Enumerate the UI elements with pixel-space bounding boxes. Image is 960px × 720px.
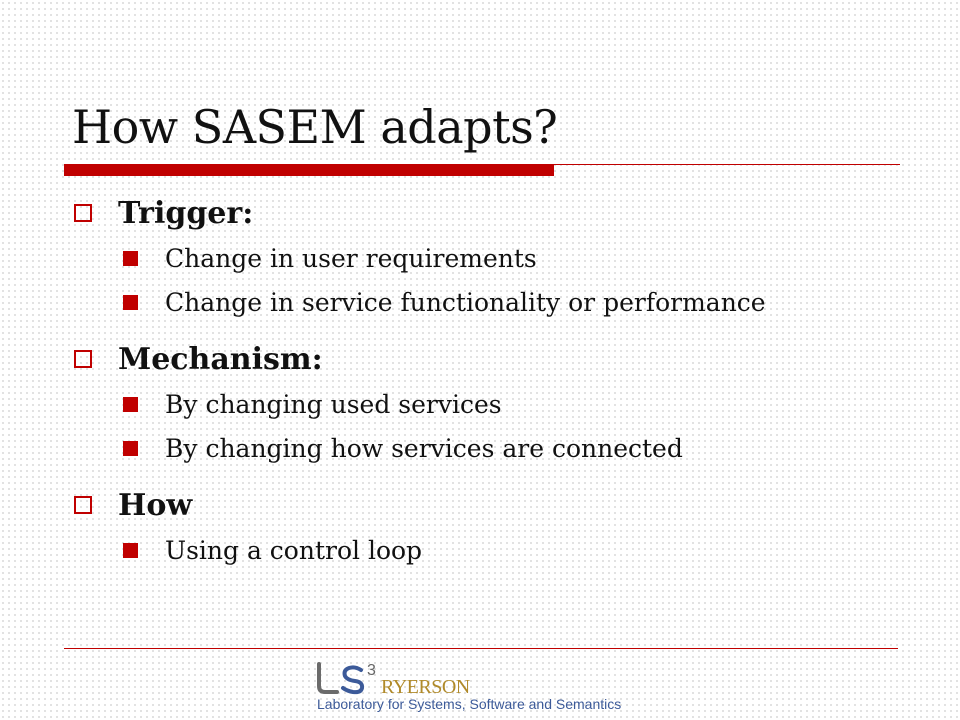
bullet-item <box>72 426 912 470</box>
bullet-item-text: By changing how services are connected <box>165 433 683 463</box>
filled-square-bullet-icon <box>123 251 138 266</box>
title-underline-thick <box>64 165 554 176</box>
filled-square-bullet-icon <box>123 295 138 310</box>
section-heading <box>72 482 912 528</box>
bullet-item <box>72 236 912 280</box>
filled-square-bullet-icon <box>123 441 138 456</box>
hollow-square-bullet-icon <box>74 496 92 514</box>
section-heading-text: Mechanism: <box>118 341 323 377</box>
ls3-ryerson-logo <box>315 660 655 716</box>
slide-title: How SASEM adapts? <box>72 100 558 154</box>
bullet-item <box>72 280 912 324</box>
bullet-content <box>72 190 912 584</box>
section-how <box>72 482 912 572</box>
section-heading <box>72 336 912 382</box>
logo-tagline: Laboratory for Systems, Software and Semantics <box>317 696 622 712</box>
section-heading <box>72 190 912 236</box>
bullet-item <box>72 528 912 572</box>
logo-name: RYERSON <box>381 676 470 698</box>
section-trigger <box>72 190 912 324</box>
filled-square-bullet-icon <box>123 543 138 558</box>
bullet-item <box>72 382 912 426</box>
bullet-item-text: Change in service functionality or performance <box>165 287 766 317</box>
hollow-square-bullet-icon <box>74 350 92 368</box>
bullet-item-text: Change in user requirements <box>165 243 537 273</box>
section-mechanism <box>72 336 912 470</box>
hollow-square-bullet-icon <box>74 204 92 222</box>
footer-rule <box>64 648 898 649</box>
bullet-item-text: By changing used services <box>165 389 502 419</box>
logo-superscript: 3 <box>367 662 376 679</box>
bullet-item-text: Using a control loop <box>165 535 423 565</box>
section-heading-text: Trigger: <box>118 195 254 231</box>
filled-square-bullet-icon <box>123 397 138 412</box>
section-heading-text: How <box>118 487 193 523</box>
